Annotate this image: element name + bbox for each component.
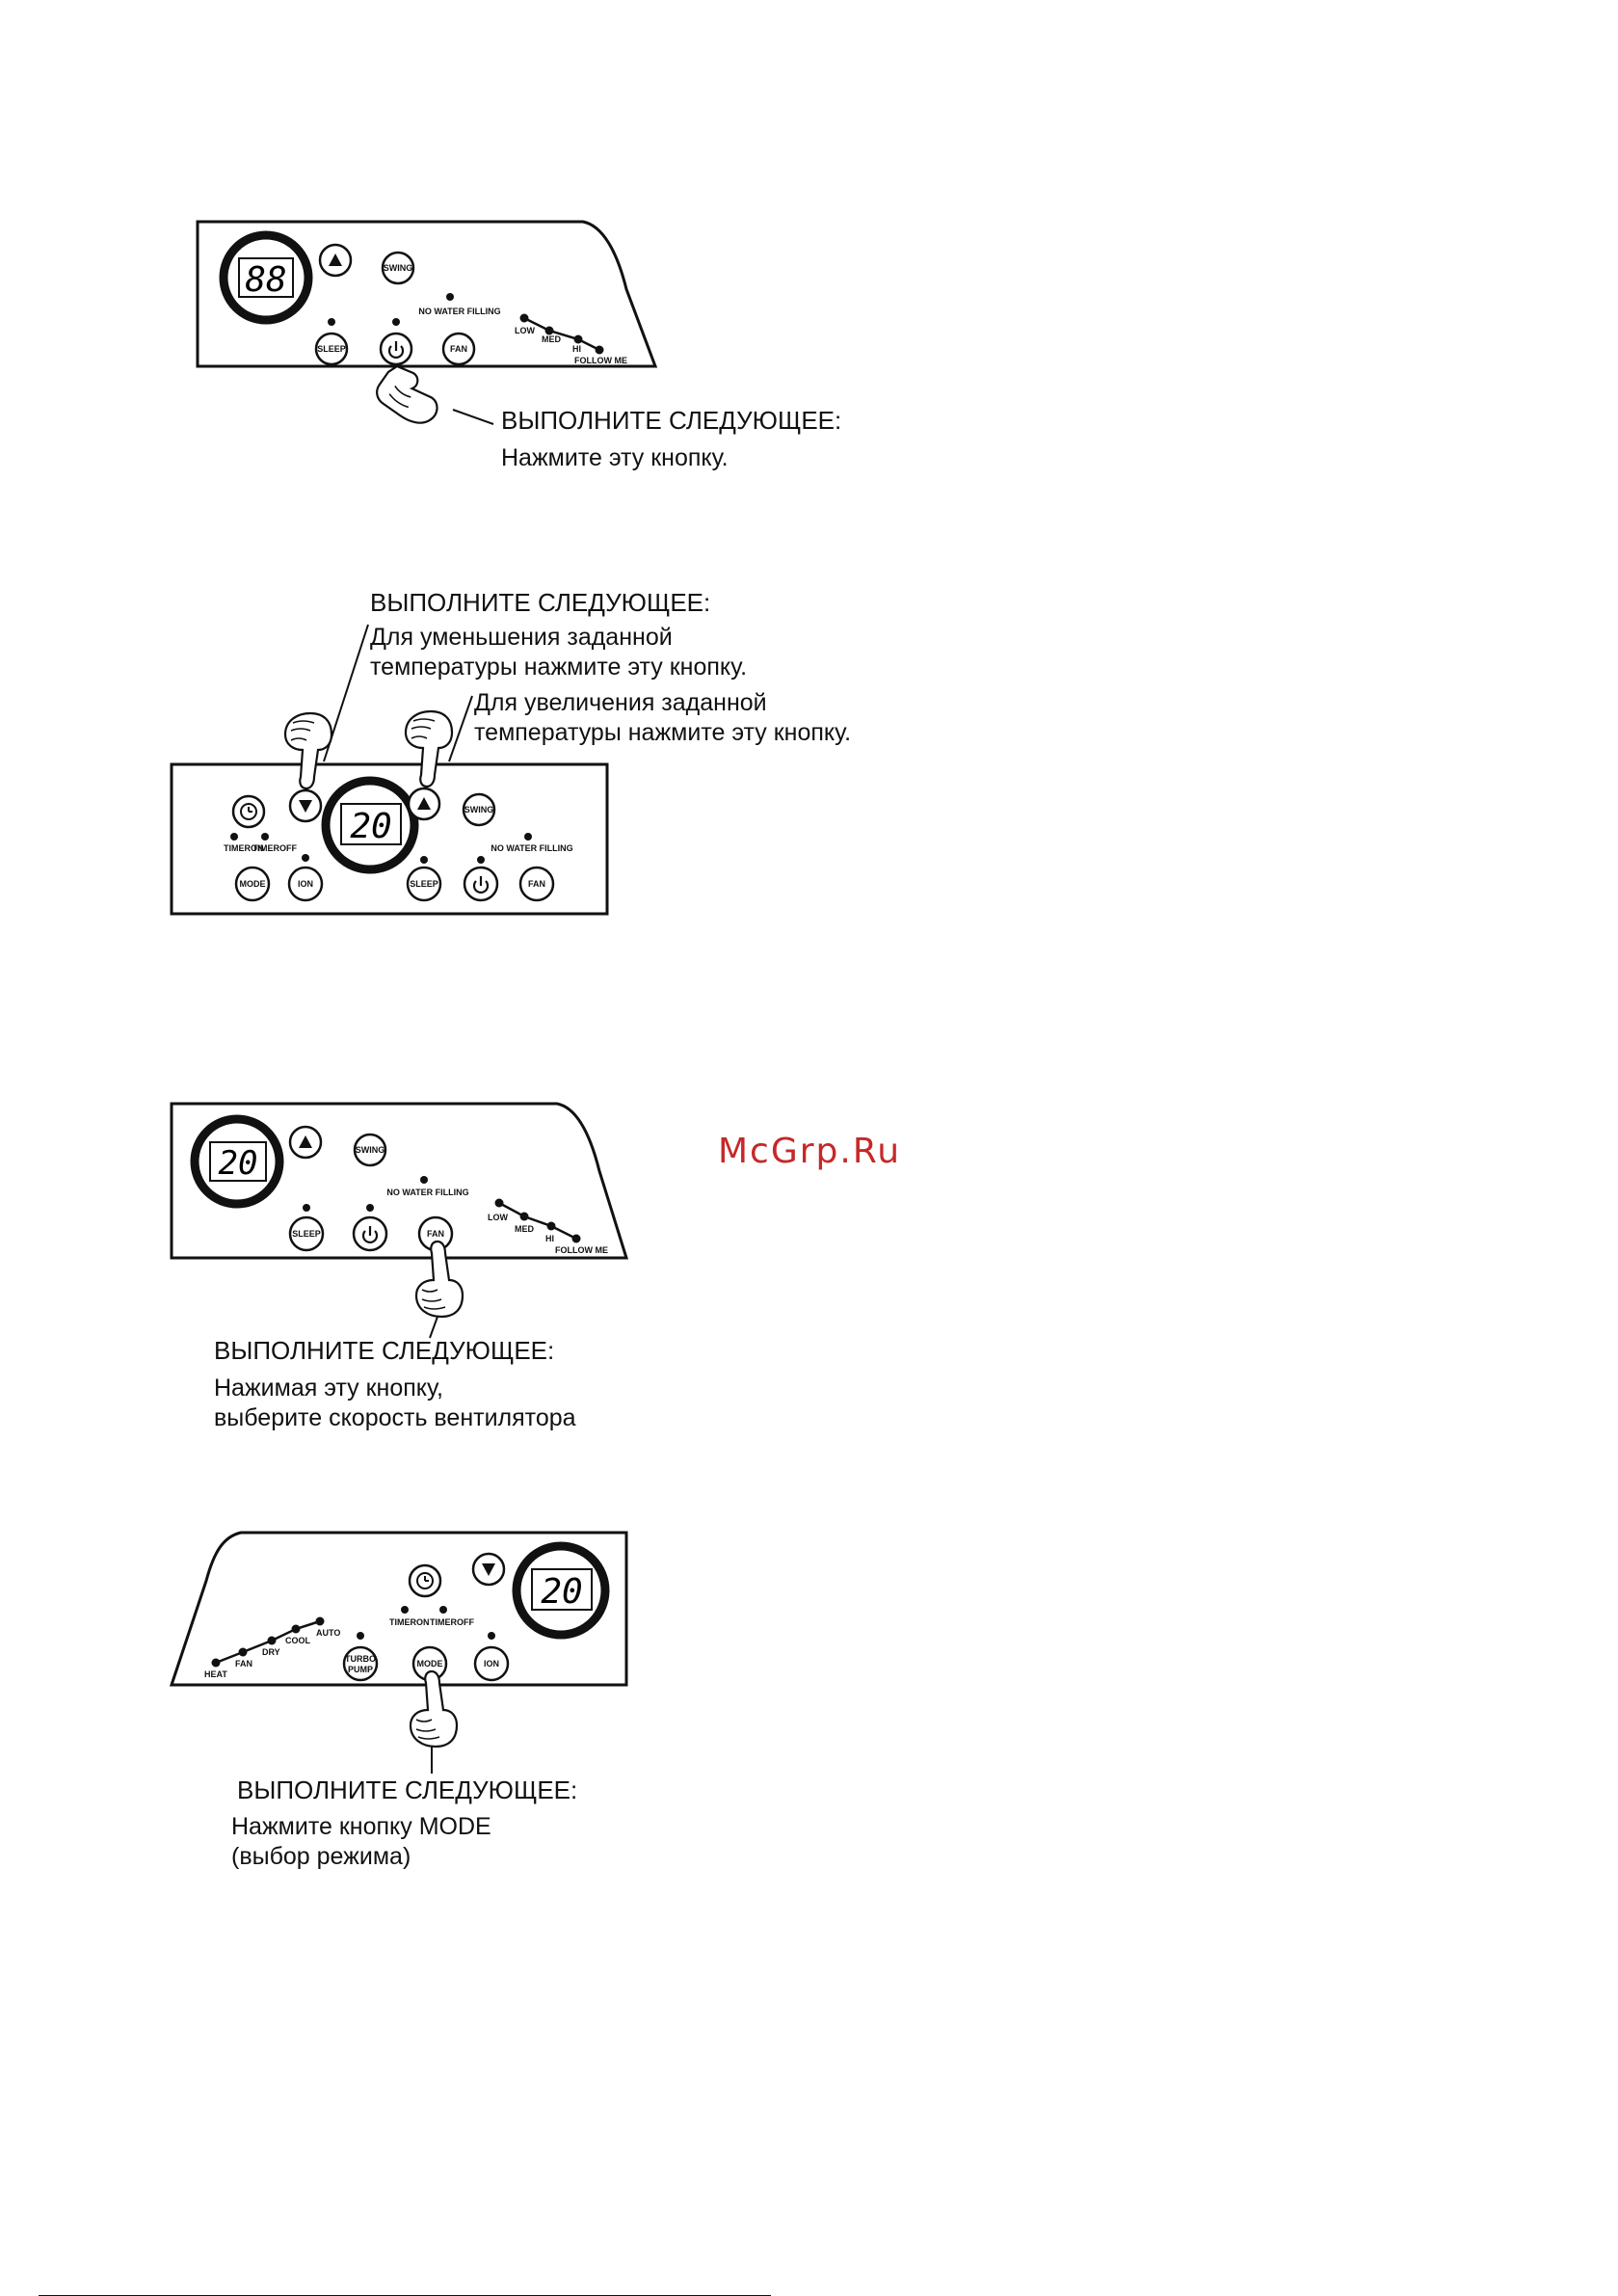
display-digits: 20 <box>350 807 392 846</box>
mode-dry-label: DRY <box>262 1647 280 1657</box>
swing-label: SWING <box>464 805 494 814</box>
power-indicator <box>392 318 400 326</box>
sleep-indicator <box>328 318 335 326</box>
sleep-indicator <box>420 856 428 864</box>
display-digits: 20 <box>218 1144 258 1183</box>
caption-title: ВЫПОЛНИТЕ СЛЕДУЮЩЕЕ: <box>237 1775 578 1804</box>
no-water-indicator <box>420 1176 428 1184</box>
speed-med-label: MED <box>515 1224 534 1234</box>
speed-med-label: MED <box>542 334 561 344</box>
fan-label: FAN <box>450 344 467 354</box>
control-panel-3 <box>172 1104 626 1431</box>
pointing-hand-icon <box>372 360 448 431</box>
ion-label: ION <box>483 1659 500 1669</box>
mode-cool-label: COOL <box>285 1636 310 1645</box>
speed-dot-hi <box>574 335 583 344</box>
ion-indicator <box>488 1632 495 1640</box>
speed-hi-label: HI <box>572 344 581 354</box>
control-panel-1 <box>198 222 841 471</box>
turbo-label: TURBO <box>345 1654 376 1664</box>
caption-title: ВЫПОЛНИТЕ СЛЕДУЮЩЕЕ: <box>501 406 842 435</box>
timer-off-indicator <box>261 833 269 841</box>
speed-low-label: LOW <box>488 1213 508 1222</box>
watermark-text: McGrp.Ru <box>718 1132 902 1171</box>
speed-dot-follow <box>596 346 604 355</box>
display-digits: 20 <box>541 1572 583 1612</box>
speed-dot-follow <box>572 1235 581 1243</box>
caption-line-1: Нажимая эту кнопку, <box>214 1375 443 1402</box>
timer-on-indicator <box>230 833 238 841</box>
ion-label: ION <box>297 879 314 889</box>
speed-dot-low <box>520 314 529 323</box>
sleep-indicator <box>303 1204 310 1212</box>
mode-auto-label: AUTO <box>316 1628 341 1638</box>
mode-dot-cool <box>292 1625 301 1634</box>
caption-line-2: (выбор режима) <box>231 1843 411 1870</box>
swing-label: SWING <box>383 263 413 273</box>
no-water-label: NO WATER FILLING <box>386 1188 469 1197</box>
timer-on-label: TIMERON <box>389 1617 430 1627</box>
pump-label: PUMP <box>347 1665 374 1674</box>
timer-on-label: TIMERON <box>224 843 264 853</box>
caption-line-1: Нажмите кнопку MODE <box>231 1813 491 1840</box>
fan-label: FAN <box>427 1229 444 1239</box>
mode-dot-dry <box>268 1637 277 1645</box>
mode-fan-label: FAN <box>235 1659 252 1669</box>
control-panel-4 <box>172 1533 626 1870</box>
mode-label: MODE <box>416 1659 443 1669</box>
caption-title: ВЫПОЛНИТЕ СЛЕДУЮЩЕЕ: <box>214 1336 555 1365</box>
mode-dot-heat <box>212 1659 221 1668</box>
no-water-indicator <box>446 293 454 301</box>
timer-off-label: TIMEROFF <box>252 843 297 853</box>
timer-off-label: TIMEROFF <box>430 1617 474 1627</box>
sleep-label: SLEEP <box>317 344 346 354</box>
down-caption-line-1: Для уменьшения заданной <box>370 624 673 651</box>
speed-low-label: LOW <box>515 326 535 335</box>
speed-follow-label: FOLLOW ME <box>574 356 627 365</box>
up-caption-line-1: Для увеличения заданной <box>474 689 767 716</box>
caption-title: ВЫПОЛНИТЕ СЛЕДУЮЩЕЕ: <box>370 588 711 617</box>
swing-label: SWING <box>355 1145 385 1155</box>
no-water-label: NO WATER FILLING <box>491 843 573 853</box>
ion-indicator <box>302 854 309 862</box>
mode-heat-label: HEAT <box>204 1669 227 1679</box>
caption-line: Нажмите эту кнопку. <box>501 444 729 471</box>
power-indicator <box>477 856 485 864</box>
up-caption-line-2: температуры нажмите эту кнопку. <box>474 719 852 746</box>
sleep-label: SLEEP <box>410 879 438 889</box>
power-indicator <box>366 1204 374 1212</box>
fan-label: FAN <box>528 879 545 889</box>
down-caption-line-2: температуры нажмите эту кнопку. <box>370 654 748 681</box>
mode-dot-fan <box>239 1648 248 1657</box>
no-water-label: NO WATER FILLING <box>418 307 501 316</box>
turbo-indicator <box>357 1632 364 1640</box>
mode-dot-auto <box>316 1617 325 1626</box>
caption-line-2: выберите скорость вентилятора <box>214 1404 576 1431</box>
no-water-indicator <box>524 833 532 841</box>
control-panel-2 <box>172 588 851 914</box>
speed-hi-label: HI <box>545 1234 554 1243</box>
mode-label: MODE <box>239 879 266 889</box>
speed-dot-med <box>520 1213 529 1221</box>
display-digits: 88 <box>245 260 287 300</box>
speed-dot-low <box>495 1199 504 1208</box>
speed-dot-hi <box>547 1222 556 1231</box>
speed-follow-label: FOLLOW ME <box>555 1245 608 1255</box>
sleep-label: SLEEP <box>292 1229 321 1239</box>
turbo-pump-button[interactable] <box>344 1647 377 1680</box>
callout-line <box>430 1317 438 1338</box>
timer-off-indicator <box>439 1606 447 1614</box>
timer-on-indicator <box>401 1606 409 1614</box>
callout-line <box>453 410 493 424</box>
